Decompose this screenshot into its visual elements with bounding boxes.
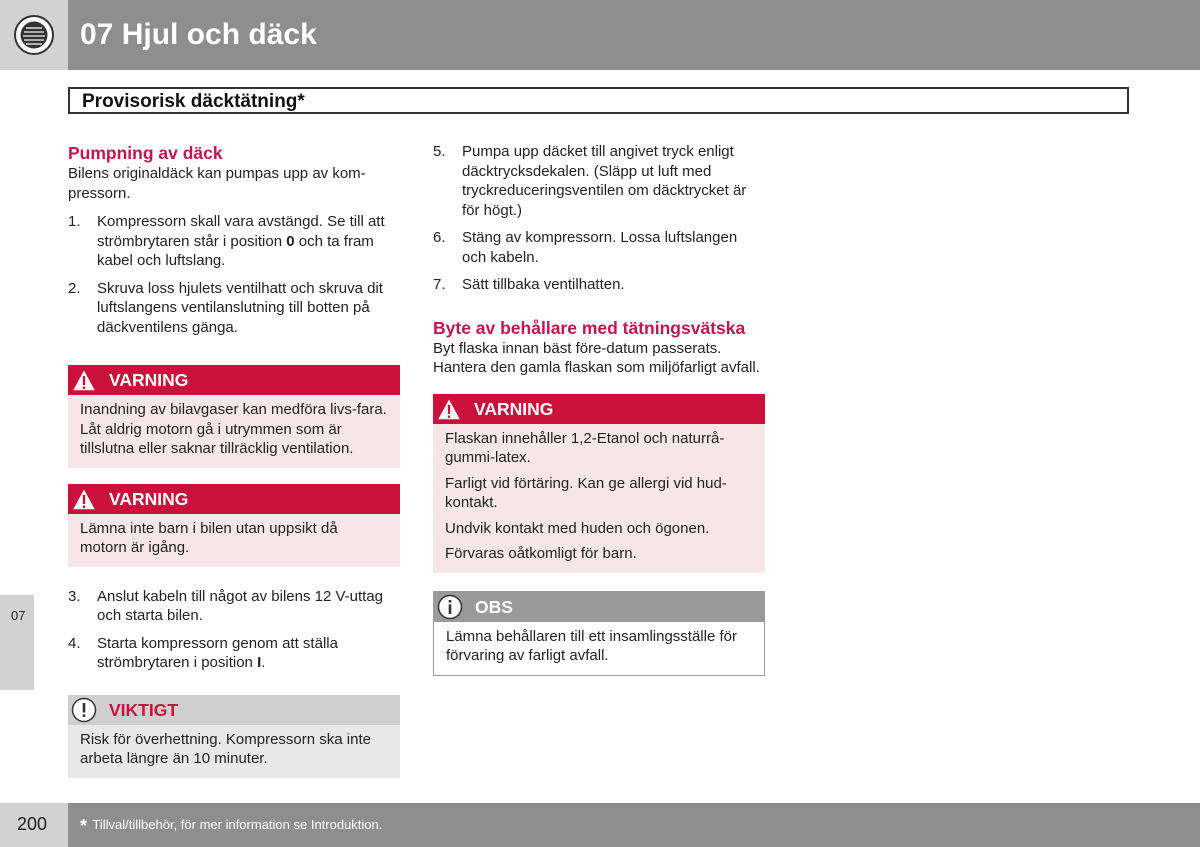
heading-pumping: Pumpning av däck <box>68 143 223 163</box>
warning-text: Flaskan innehåller 1,2-Etanol och naturrå-gummi-latex. <box>445 429 725 466</box>
warning-box-children <box>68 484 400 567</box>
chapter-icon-tab <box>0 0 68 70</box>
warning-header <box>68 365 400 395</box>
note-title: OBS <box>475 596 513 617</box>
step-bold-value: I <box>257 654 262 671</box>
page-number-tab <box>0 803 68 847</box>
footnote <box>80 816 382 837</box>
important-title: VIKTIGT <box>109 699 179 720</box>
step-number: 5. <box>433 143 446 160</box>
warning-box-ethanol <box>433 394 765 573</box>
step-bold-value: 0 <box>286 232 295 250</box>
section-title-box <box>68 87 1129 114</box>
step-1 <box>68 212 400 271</box>
warning-triangle-icon <box>435 395 463 423</box>
step-text: och ta fram kabel och luftslang. <box>97 232 374 269</box>
step-number: 7. <box>433 276 446 293</box>
step-text: Skruva loss hjulets ventilhatt och skruva dit luftslangens ventilanslutning till botten på däckventilens gänga. <box>97 279 383 336</box>
tire-icon <box>13 14 55 56</box>
step-3 <box>68 587 400 626</box>
page-footer <box>0 803 1200 847</box>
step-text: Sätt tillbaka ventilhatten. <box>462 276 625 293</box>
heading-container-replacement: Byte av behållare med tätningsvätska <box>433 317 746 338</box>
warning-title: VARNING <box>109 488 189 509</box>
footnote-star: * <box>80 816 88 836</box>
warning-triangle-icon <box>70 366 98 394</box>
warning-text: Förvaras oåtkomligt för barn. <box>445 545 637 562</box>
warning-title: VARNING <box>474 398 554 419</box>
note-box <box>433 591 765 676</box>
step-number: 3. <box>68 587 81 605</box>
step-6 <box>433 228 765 267</box>
left-column <box>68 142 400 778</box>
section-title: Provisorisk däcktätning* <box>82 91 305 112</box>
right-column <box>433 142 765 676</box>
chapter-title: 07 Hjul och däck <box>80 18 317 51</box>
warning-text: Lämna inte barn i bilen utan uppsikt då motorn är igång. <box>80 519 338 556</box>
side-chapter-tab <box>0 595 34 690</box>
side-tab-label: 07 <box>11 608 26 623</box>
step-7 <box>433 275 765 295</box>
warning-header <box>68 484 400 514</box>
step-4 <box>68 634 400 673</box>
step-text: Pumpa upp däcket till angivet tryck enligt däcktrycksdekalen. (Släpp ut luft med tryckreduceringsventilen om däcktrycket är för högt.) <box>462 143 747 219</box>
intro-pumping: Bilens originaldäck kan pumpas upp av kom-pressorn. <box>68 165 366 202</box>
step-number: 1. <box>68 213 81 230</box>
warning-text: Undvik kontakt med huden och ögonen. <box>445 519 710 537</box>
chapter-header <box>0 0 1200 70</box>
important-header <box>68 695 400 725</box>
page-number: 200 <box>17 814 48 834</box>
warning-text: Farligt vid förtäring. Kan ge allergi vid hud-kontakt. <box>445 474 727 511</box>
warning-box-exhaust <box>68 365 400 468</box>
footnote-text: Tillval/tillbehör, för mer information se Introduktion. <box>92 817 383 832</box>
warning-triangle-icon <box>70 485 98 513</box>
warning-header <box>433 394 765 424</box>
note-header <box>434 592 764 622</box>
intro-container-replacement: Byt flaska innan bäst före-datum passerats. Hantera den gamla flaskan som miljöfarligt avfall. <box>433 339 760 376</box>
exclamation-icon <box>70 696 98 724</box>
step-text: . <box>261 654 266 671</box>
step-number: 2. <box>68 279 81 297</box>
note-text: Lämna behållaren till ett insamlingsställe för förvaring av farligt avfall. <box>446 627 737 664</box>
warning-text: Inandning av bilavgaser kan medföra livs-fara. Låt aldrig motorn gå i utrymmen som är tillslutna eller saknar tillräcklig ventilation. <box>80 401 387 457</box>
step-text: Anslut kabeln till något av bilens 12 V-uttag och starta bilen. <box>97 587 384 624</box>
important-text: Risk för överhettning. Kompressorn ska inte arbeta längre än 10 minuter. <box>80 730 371 767</box>
step-number: 4. <box>68 634 81 652</box>
step-2 <box>68 279 400 338</box>
important-box <box>68 695 400 778</box>
step-text: Kompressorn skall vara avstängd. Se till att strömbrytaren står i position <box>97 213 385 250</box>
step-5 <box>433 142 765 220</box>
step-text: Stäng av kompressorn. Lossa luftslangen och kabeln. <box>462 229 738 266</box>
info-icon <box>436 593 464 621</box>
step-text: Starta kompressorn genom att ställa strömbrytaren i position <box>97 634 338 671</box>
step-number: 6. <box>433 229 446 246</box>
warning-title: VARNING <box>109 370 189 390</box>
